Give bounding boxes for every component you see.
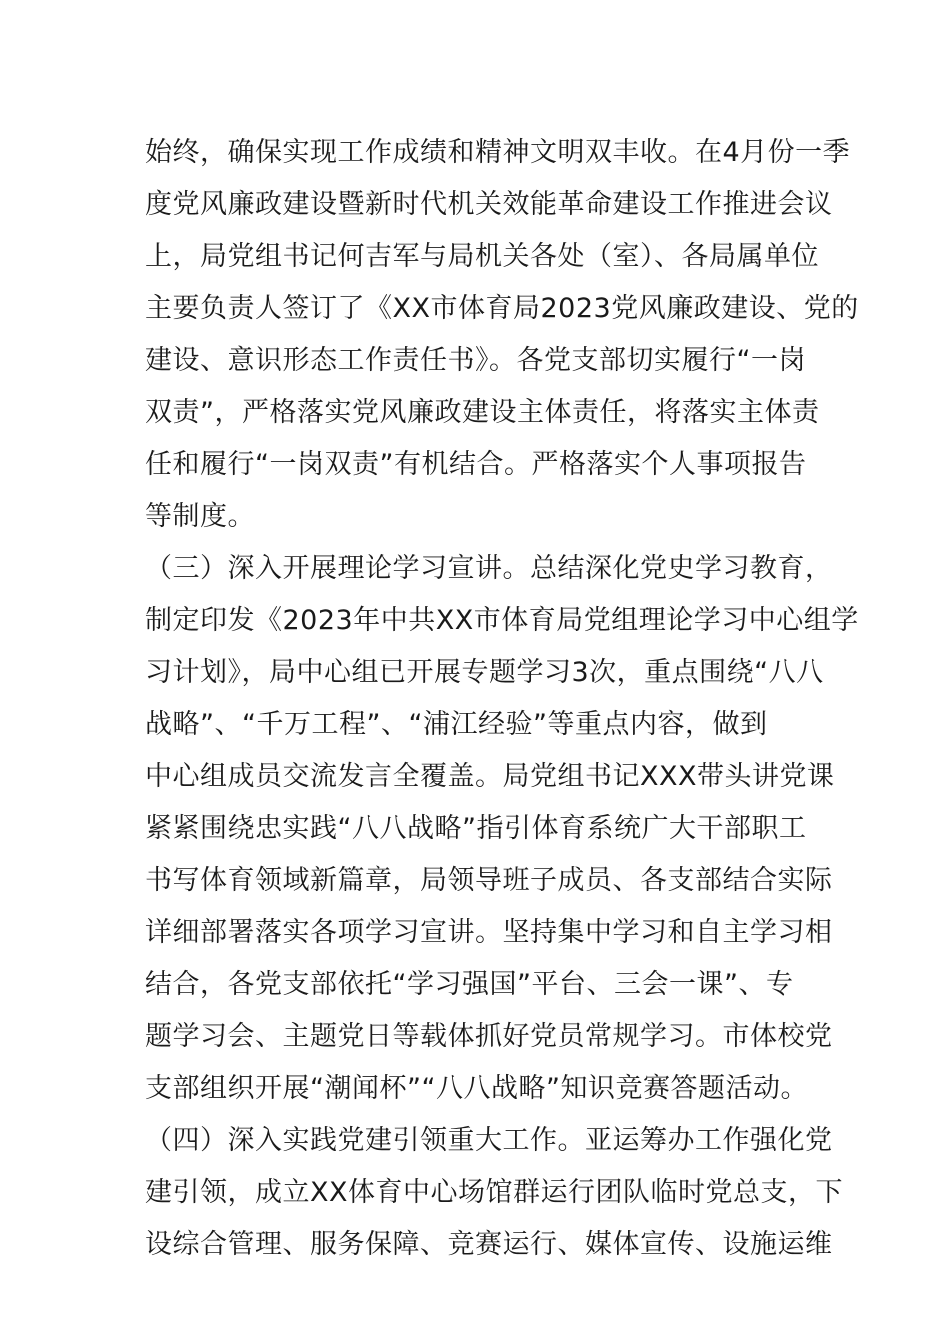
text-line: 等制度。	[145, 501, 255, 532]
text-line: 详细部署落实各项学习宣讲。坚持集中学习和自主学习相	[145, 917, 833, 948]
text-line: 书写体育领域新篇章，局领导班子成员、各支部结合实际	[145, 865, 833, 896]
text-line: 主要负责人签订了《XX市体育局2023党风廉政建设、党的	[145, 293, 859, 324]
section-heading-line: （四）深入实践党建引领重大工作。亚运筹办工作强化党	[145, 1125, 833, 1156]
text-line: 战略”、“千万工程”、“浦江经验”等重点内容，做到	[145, 709, 768, 740]
text-line: 支部组织开展“潮闻杯”“八八战略”知识竞赛答题活动。	[145, 1073, 808, 1104]
text-line: 双责”，严格落实党风廉政建设主体责任，将落实主体责	[145, 397, 820, 428]
text-line: 建设、意识形态工作责任书》。各党支部切实履行“一岗	[145, 345, 806, 376]
text-line: 始终，确保实现工作成绩和精神文明双丰收。在4月份一季	[145, 137, 851, 168]
text-line: 中心组成员交流发言全覆盖。局党组书记XXX带头讲党课	[145, 761, 835, 792]
text-line: 制定印发《2023年中共XX市体育局党组理论学习中心组学	[145, 605, 859, 636]
text-line: 设综合管理、服务保障、竞赛运行、媒体宣传、设施运维	[145, 1229, 833, 1260]
document-body	[145, 127, 859, 1271]
text-line: 任和履行“一岗双责”有机结合。严格落实个人事项报告	[145, 449, 807, 480]
text-line: 习计划》，局中心组已开展专题学习3次，重点围绕“八八	[145, 657, 824, 688]
text-line: 上，局党组书记何吉军与局机关各处（室）、各局属单位	[145, 241, 819, 272]
text-line: 度党风廉政建设暨新时代机关效能革命建设工作推进会议	[145, 189, 833, 220]
text-line: 紧紧围绕忠实践“八八战略”指引体育系统广大干部职工	[145, 813, 807, 844]
text-line: 题学习会、主题党日等载体抓好党员常规学习。市体校党	[145, 1021, 833, 1052]
section-heading-line: （三）深入开展理论学习宣讲。总结深化党史学习教育，	[145, 553, 833, 584]
text-line: 结合，各党支部依托“学习强国”平台、三会一课”、专	[145, 969, 794, 1000]
text-line: 建引领，成立XX体育中心场馆群运行团队临时党总支，下	[145, 1177, 843, 1208]
